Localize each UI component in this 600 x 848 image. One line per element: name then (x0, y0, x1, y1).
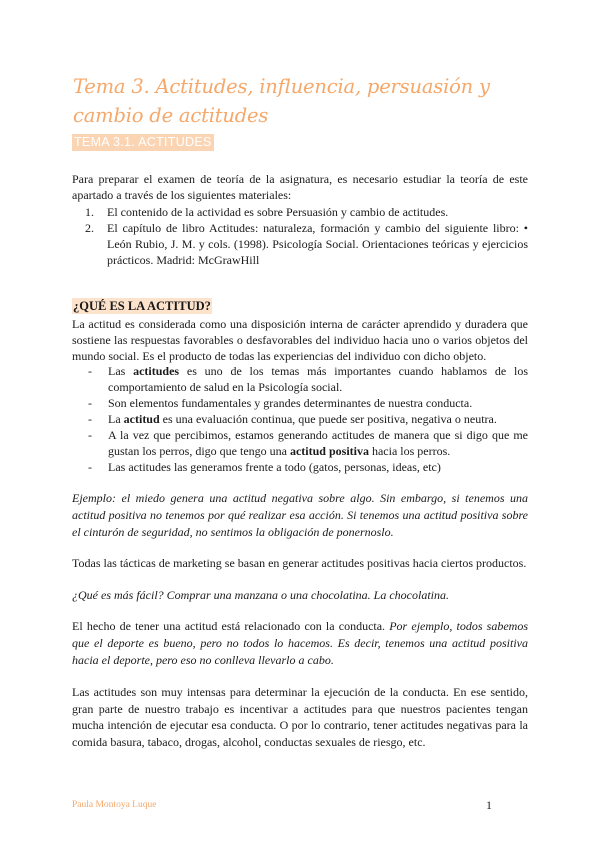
intro-paragraph: Para preparar el examen de teoría de la asignatura, es necesario estudiar la teoría de este apartado a través de los siguientes materiales: (72, 172, 528, 202)
list-item: - La actitud es una evaluación continua, que puede ser positiva, negativa o neutra. (88, 412, 497, 426)
section-heading: ¿QUÉ ES LA ACTITUD? (73, 299, 211, 313)
list-item: - Son elementos fundamentales y grandes determinantes de nuestra conducta. (88, 396, 473, 410)
list-item: - Las actitudes las generamos frente a todo (gatos, personas, ideas, etc) (88, 460, 441, 474)
definition-paragraph: La actitud es considerada como una disposición interna de carácter aprendido y duradera que sostiene las respuestas favorables o desfavorables del individuo hacia uno o varios objetos del mundo social. Es el producto de todas las experiencias del individuo con dicho objeto. (72, 317, 528, 363)
footer-author: Paula Montoya Luque (72, 800, 157, 810)
list-item: 2. El capítulo de libro Actitudes: naturaleza, formación y cambio del siguiente libro: • León Rubio, J. M. y cols. (1998). Psicología Social. Orientaciones teóricas y ejercicios prácticos. Madrid: McGrawHill (85, 221, 528, 267)
marketing-paragraph: Todas las tácticas de marketing se basan en generar actitudes positivas hacia ciertos productos. (72, 556, 527, 570)
section-subheading: TEMA 3.1. ACTITUDES (74, 135, 212, 149)
final-paragraph: Las actitudes son muy intensas para determinar la ejecución de la conducta. En ese sentido, gran parte de nuestro trabajo es incentivar a actitudes para que nuestros pacientes tengan mucha intención de ejecutar esa conducta. O por lo contrario, tener actitudes negativas para la comida basura, tabaco, drogas, alcohol, conductas sexuales de riesgo, etc. (72, 685, 528, 749)
example-paragraph: Ejemplo: el miedo genera una actitud negativa sobre algo. Sin embargo, si tenemos una actitud positiva no tenemos por qué realizar esa acción. Si tenemos una actitud positiva sobre el cinturón de seguridad, no sentimos la obligación de ponernoslo. (72, 491, 528, 539)
list-item: - Las actitudes es uno de los temas más importantes cuando hablamos de los comportamiento de salud en la Psicología social. (88, 364, 528, 394)
marketing-question: ¿Qué es más fácil? Comprar una manzana o una chocolatina. La chocolatina. (72, 588, 449, 602)
materials-list (85, 204, 528, 268)
document-title: Tema 3. Actitudes, influencia, persuasión y cambio de actitudes (73, 75, 490, 127)
conduct-paragraph: El hecho de tener una actitud está relacionado con la conducta. Por ejemplo, todos sabemos que el deporte es bueno, pero no todos lo hacemos. Es decir, tenemos una actitud positiva hacia el deporte, pero eso no conlleva llevarlo a cabo. (72, 619, 528, 667)
page-number: 1 (486, 798, 492, 812)
list-item: - A la vez que percibimos, estamos generando actitudes de manera que si digo que me gustan los perros, digo que tengo una actitud positiva hacia los perros. (88, 428, 528, 458)
bullet-list (88, 363, 528, 475)
list-item: 1. El contenido de la actividad es sobre Persuasión y cambio de actitudes. (85, 205, 449, 219)
